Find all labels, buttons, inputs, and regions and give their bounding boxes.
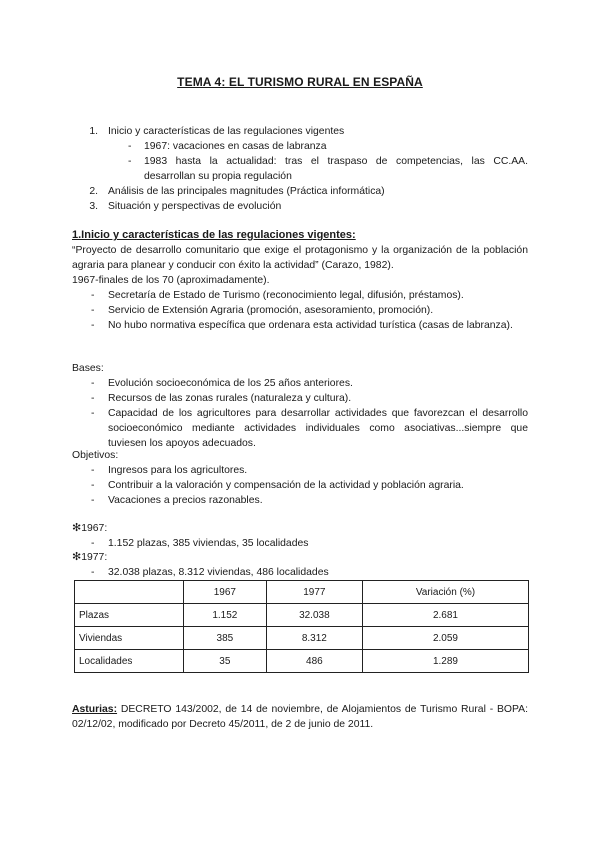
table-cell: 1.289 <box>362 650 528 673</box>
table-header-cell: Variación (%) <box>362 581 528 604</box>
section-heading: 1.Inicio y características de las regulaciones vigentes: <box>72 229 356 241</box>
period-item: Servicio de Extensión Agraria (promoción, asesoramiento, promoción). <box>108 305 434 316</box>
table-header-cell: 1977 <box>266 581 362 604</box>
bases-item: Capacidad de los agricultores para desarrollar actividades que favorezcan el desarrollo socioeconómico mediante actividades individuales como asociativas...siempre que tuviesen los apoyos adecuados. <box>108 408 528 449</box>
definition-quote: “Proyecto de desarrollo comunitario que exige el protagonismo y la organización de la población agraria para planear y conducir con éxito la actividad” (Carazo, 1982). <box>72 245 528 271</box>
objetivos-item: Vacaciones a precios razonables. <box>108 495 263 506</box>
table-row <box>75 604 529 627</box>
outline-item: Inicio y características de las regulaciones vigentes <box>108 126 345 137</box>
page-title: TEMA 4: EL TURISMO RURAL EN ESPAÑA <box>177 75 423 89</box>
table-cell: 1.152 <box>184 604 267 627</box>
outline-number: 3. <box>89 201 98 212</box>
period-item: No hubo normativa específica que ordenara esta actividad turística (casas de labranza). <box>108 320 513 331</box>
outline-subitem: 1967: vacaciones en casas de labranza <box>144 141 327 152</box>
outline-subitem-continued: desarrollan su propia regulación <box>144 171 292 182</box>
period-label: 1967-finales de los 70 (aproximadamente). <box>72 275 270 286</box>
objetivos-label: Objetivos: <box>72 450 119 461</box>
asterisk-icon: ✻ <box>72 551 82 563</box>
bases-label: Bases: <box>72 363 104 374</box>
asterisk-icon: ✻ <box>72 522 82 534</box>
year-label: 1977: <box>81 552 108 563</box>
table-row-label: Viviendas <box>75 627 184 650</box>
year-heading <box>72 521 107 536</box>
outline-item: Análisis de las principales magnitudes (Práctica informática) <box>108 186 385 197</box>
outline-number: 2. <box>89 186 98 197</box>
dash-bullet: - <box>91 305 95 316</box>
period-item: Secretaría de Estado de Turismo (reconocimiento legal, difusión, préstamos). <box>108 290 464 301</box>
dash-bullet: - <box>91 408 95 419</box>
year-label: 1967: <box>81 523 108 534</box>
table-cell: 35 <box>184 650 267 673</box>
outline-subitem: 1983 hasta la actualidad: tras el traspaso de competencias, las CC.AA. <box>144 156 528 167</box>
dash-bullet: - <box>91 538 95 549</box>
table-row <box>75 627 529 650</box>
dash-bullet: - <box>91 290 95 301</box>
table-header-cell <box>75 581 184 604</box>
table-cell: 8.312 <box>266 627 362 650</box>
table-cell: 486 <box>266 650 362 673</box>
table-header-row <box>75 581 529 604</box>
dash-bullet: - <box>128 156 132 167</box>
dash-bullet: - <box>91 320 95 331</box>
comparison-table <box>74 580 529 673</box>
bases-item: Recursos de las zonas rurales (naturaleza y cultura). <box>108 393 352 404</box>
year-summary: 32.038 plazas, 8.312 viviendas, 486 localidades <box>108 567 329 578</box>
table-header-cell: 1967 <box>184 581 267 604</box>
dash-bullet: - <box>91 465 95 476</box>
outline-item: Situación y perspectivas de evolución <box>108 201 282 212</box>
asturias-paragraph <box>72 702 528 732</box>
asturias-text: DECRETO 143/2002, de 14 de noviembre, de Alojamientos de Turismo Rural - BOPA: 02/12/02, modificado por Decreto 45/2011, de 2 de junio de 2011. <box>72 704 528 730</box>
table-row-label: Localidades <box>75 650 184 673</box>
dash-bullet: - <box>91 378 95 389</box>
dash-bullet: - <box>91 495 95 506</box>
table-cell: 2.681 <box>362 604 528 627</box>
dash-bullet: - <box>91 567 95 578</box>
objetivos-item: Ingresos para los agricultores. <box>108 465 248 476</box>
objetivos-item: Contribuir a la valoración y compensación de la actividad y población agraria. <box>108 480 464 491</box>
bases-item: Evolución socioeconómica de los 25 años anteriores. <box>108 378 353 389</box>
table-row <box>75 650 529 673</box>
asturias-label: Asturias: <box>72 704 118 715</box>
table-row-label: Plazas <box>75 604 184 627</box>
year-summary: 1.152 plazas, 385 viviendas, 35 localidades <box>108 538 309 549</box>
outline-number: 1. <box>89 126 98 137</box>
table-cell: 2.059 <box>362 627 528 650</box>
dash-bullet: - <box>128 141 132 152</box>
table-cell: 32.038 <box>266 604 362 627</box>
year-heading <box>72 550 107 565</box>
dash-bullet: - <box>91 393 95 404</box>
table-cell: 385 <box>184 627 267 650</box>
dash-bullet: - <box>91 480 95 491</box>
